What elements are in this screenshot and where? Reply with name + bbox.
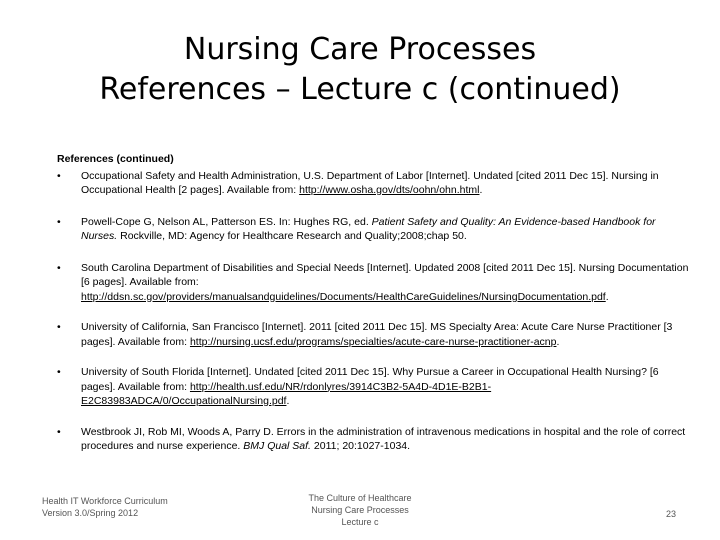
footer-lecture-name: Lecture c xyxy=(341,517,379,527)
reference-item-south-carolina xyxy=(57,261,692,305)
reference-text-end: 2011; 20:1027-1034. xyxy=(310,440,411,452)
reference-text: Westbrook JI, Rob MI, Woods A, Parry D. Errors in the administration of intravenous medications in hospital and the role of correct procedures and nurse experience. xyxy=(81,425,686,452)
references-section xyxy=(57,152,692,454)
bullet-icon: • xyxy=(57,215,61,228)
reference-link-usf[interactable]: http://health.usf.edu/NR/rdonlyres/3914C3B2-5A4D-4D1E-B2B1-E2C83983ADCA/0/OccupationalNursing.pdf xyxy=(81,380,492,407)
bullet-icon: • xyxy=(57,261,61,274)
reference-book-title: Patient Safety and Quality: An Evidence-based Handbook for Nurses. xyxy=(81,215,656,242)
reference-text-end: Rockville, MD: Agency for Healthcare Research and Quality;2008;chap 50. xyxy=(117,230,467,242)
bullet-icon: • xyxy=(57,169,61,182)
references-heading: References (continued) xyxy=(57,153,174,165)
footer-version: Version 3.0/Spring 2012 xyxy=(42,508,139,518)
reference-text-end: . xyxy=(556,335,560,348)
reference-text: University of South Florida [Internet]. Undated [cited 2011 Dec 15]. Why Pursue a Career in Occupational Health Nursing? [6 pages]. Available from: xyxy=(81,366,659,393)
reference-item-ucsf xyxy=(57,320,692,349)
reference-journal-title: BMJ Qual Saf. xyxy=(243,440,311,452)
reference-link-osha[interactable]: http://www.osha.gov/dts/oohn/ohn.html xyxy=(299,184,480,196)
footer-course-info xyxy=(255,492,465,528)
reference-text-end: . xyxy=(605,290,609,303)
reference-item-westbrook xyxy=(57,425,692,454)
slide-title-line-1: Nursing Care Processes xyxy=(183,32,537,67)
reference-text: South Carolina Department of Disabilities and Special Needs [Internet]. Updated 2008 [cited 2011 Dec 15]. Nursing Documentation [6 pages]. Available from: xyxy=(81,261,689,288)
footer-curriculum-info xyxy=(42,495,168,519)
slide-title xyxy=(0,30,720,110)
slide-title-line-2: References – Lecture c (continued) xyxy=(99,72,621,107)
reference-text-end: . xyxy=(479,184,483,196)
reference-item-osha xyxy=(57,169,692,198)
reference-item-powell-cope xyxy=(57,215,692,244)
page-number: 23 xyxy=(666,509,677,519)
reference-link-ucsf[interactable]: http://nursing.ucsf.edu/programs/specialties/acute-care-nurse-practitioner-acnp xyxy=(189,335,557,348)
reference-text: Occupational Safety and Health Administration, U.S. Department of Labor [Internet]. Undated [cited 2011 Dec 15]. Nursing in Occupational Health [2 pages]. Available from: xyxy=(81,169,659,196)
bullet-icon: • xyxy=(57,321,61,333)
footer-course-name: The Culture of Healthcare xyxy=(308,493,412,503)
bullet-icon: • xyxy=(57,366,61,378)
bullet-icon: • xyxy=(57,425,61,438)
reference-text-end: . xyxy=(286,395,290,407)
footer-unit-name: Nursing Care Processes xyxy=(311,505,409,515)
footer-curriculum-name: Health IT Workforce Curriculum xyxy=(42,496,168,506)
reference-text: Powell-Cope G, Nelson AL, Patterson ES. In: Hughes RG, ed. xyxy=(81,215,372,228)
reference-link-ddsn[interactable]: http://ddsn.sc.gov/providers/manualsandguidelines/Documents/HealthCareGuidelines/NursingDocumentation.pdf xyxy=(81,290,606,303)
reference-text: University of California, San Francisco [Internet]. 2011 [cited 2011 Dec 15]. MS Specialty Area: Acute Care Nurse Practitioner [3 pages]. Available from: xyxy=(81,321,673,348)
reference-item-usf xyxy=(57,365,692,409)
